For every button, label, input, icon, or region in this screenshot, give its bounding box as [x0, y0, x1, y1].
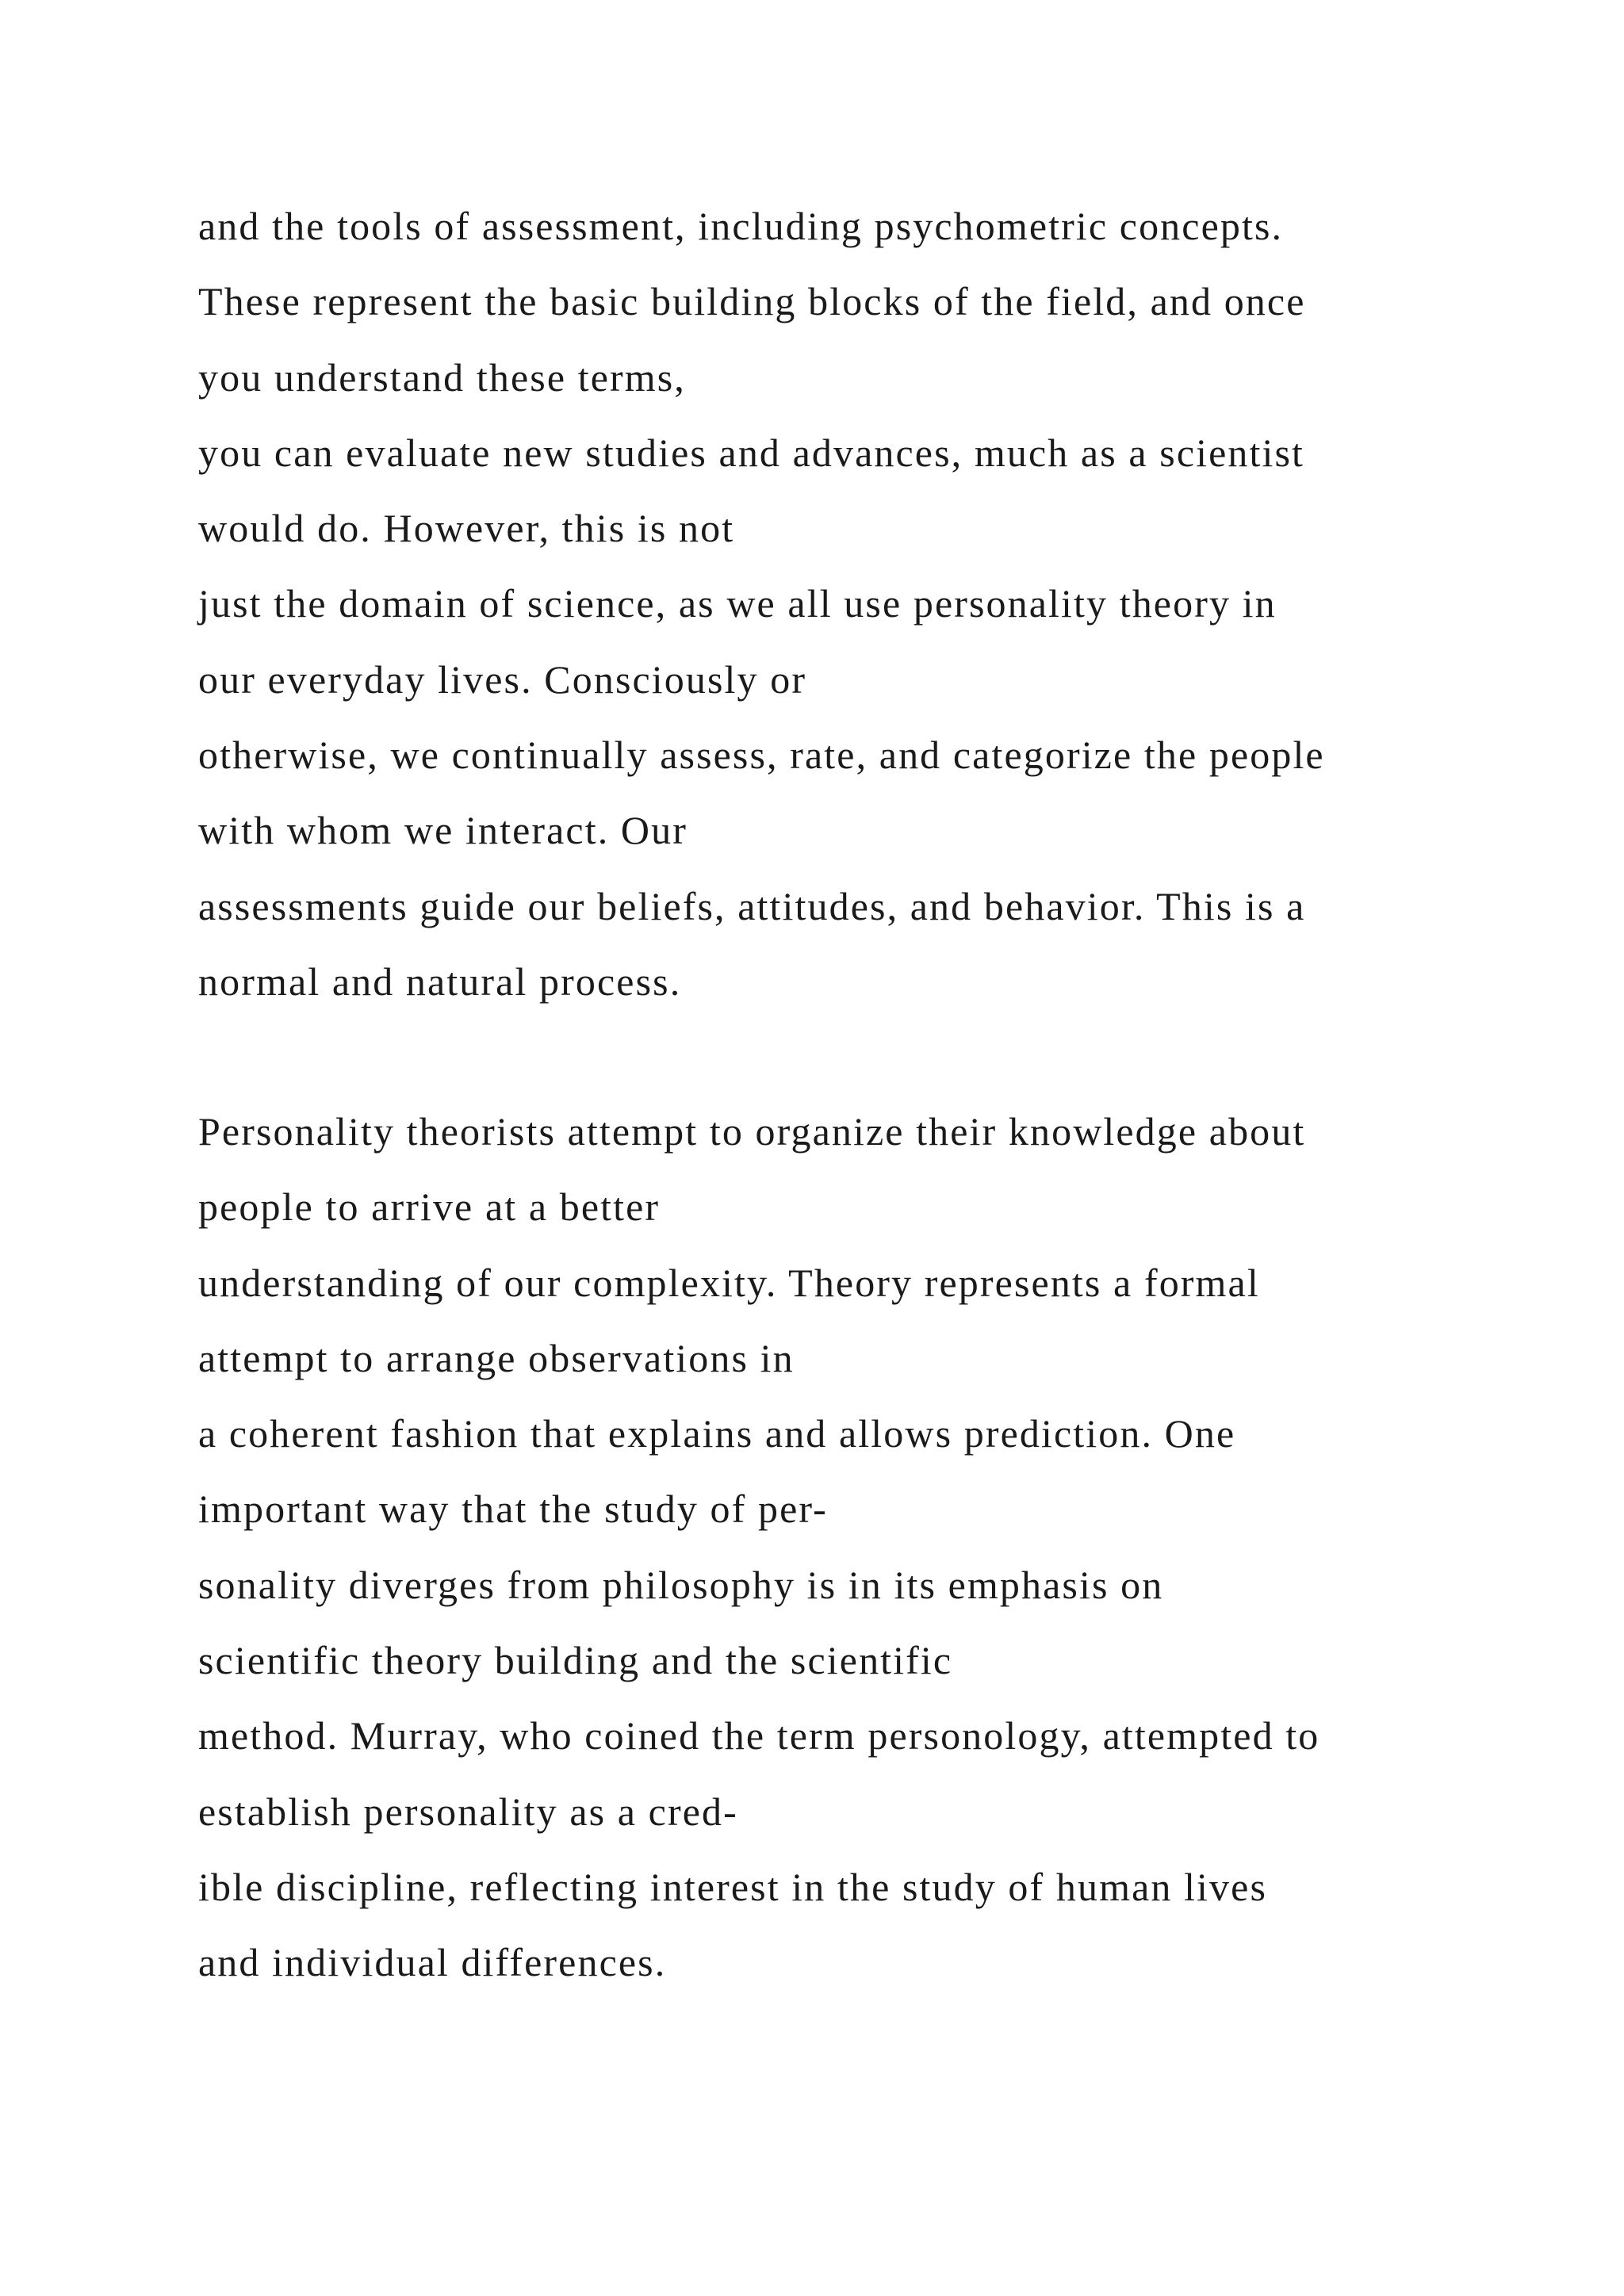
paragraph-line: Personality theorists attempt to organize their knowledge about	[198, 1109, 1306, 1154]
paragraph-line: otherwise, we continually assess, rate, and categorize the people	[198, 733, 1325, 778]
paragraph-line: would do. However, this is not	[198, 506, 735, 551]
paragraph-line: method. Murray, who coined the term personology, attempted to	[198, 1713, 1320, 1758]
paragraph-2	[198, 1094, 1594, 2001]
paragraph-line: and individual differences.	[198, 1940, 667, 1985]
paragraph-line: you understand these terms,	[198, 354, 686, 400]
paragraph-line: our everyday lives. Consciously or	[198, 656, 807, 702]
paragraph-line: These represent the basic building blocks of the field, and once	[198, 279, 1306, 324]
paragraph-1	[198, 189, 1594, 1020]
paragraph-line: ible discipline, reflecting interest in the study of human lives	[198, 1864, 1267, 1909]
paragraph-line: with whom we interact. Our	[198, 808, 688, 853]
paragraph-line: understanding of our complexity. Theory represents a formal	[198, 1260, 1260, 1305]
paragraph-line: establish personality as a cred-	[198, 1789, 738, 1834]
paragraph-line: and the tools of assessment, including psychometric concepts.	[198, 204, 1284, 248]
paragraph-line: sonality diverges from philosophy is in its emphasis on	[198, 1562, 1164, 1607]
paragraph-line: just the domain of science, as we all use personality theory in	[198, 581, 1277, 626]
paragraph-line: assessments guide our beliefs, attitudes, and behavior. This is a	[198, 883, 1306, 928]
paragraph-line: normal and natural process.	[198, 959, 682, 1004]
paragraph-line: people to arrive at a better	[198, 1184, 661, 1230]
paragraph-line: scientific theory building and the scientific	[198, 1638, 953, 1683]
paragraph-line: important way that the study of per-	[198, 1487, 828, 1532]
paragraph-line: you can evaluate new studies and advances, much as a scientist	[198, 430, 1305, 475]
paragraph-line: attempt to arrange observations in	[198, 1335, 795, 1380]
paragraph-line: a coherent fashion that explains and allows prediction. One	[198, 1411, 1236, 1456]
